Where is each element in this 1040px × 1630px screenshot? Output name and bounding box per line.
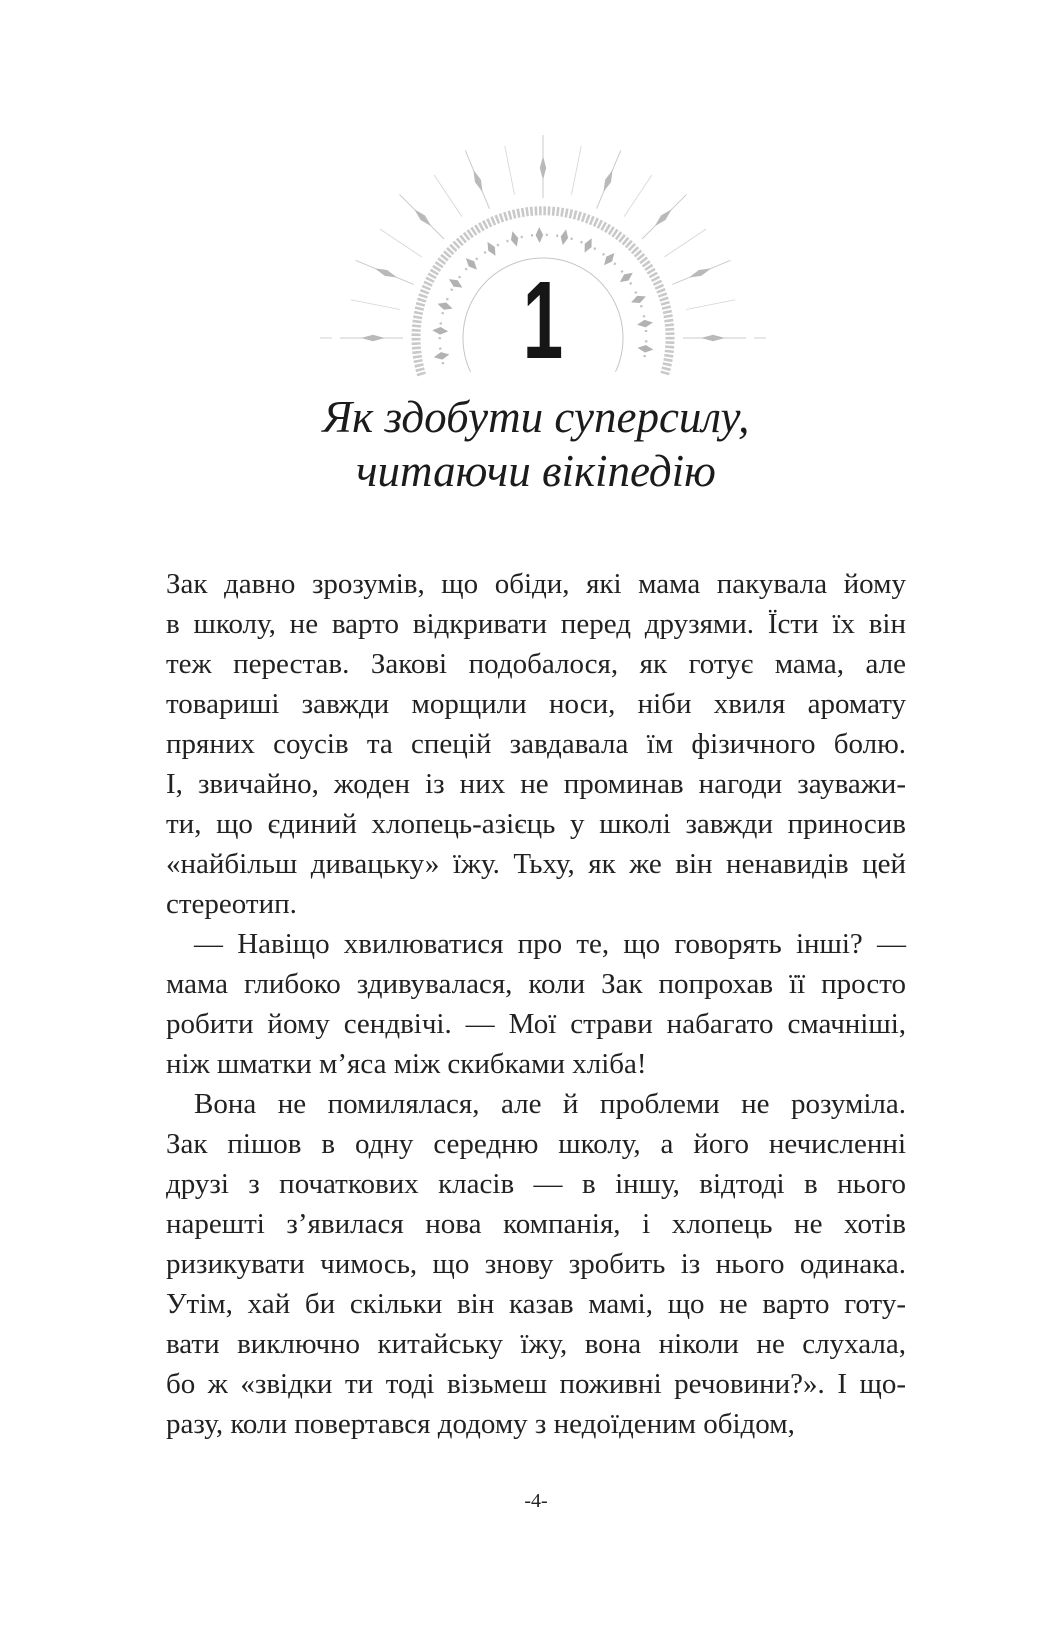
chapter-title-line-2: читаючи вікіпедію [356, 446, 716, 496]
text-line: теж перестав. Закові подобалося, як готує мама, але [166, 648, 906, 680]
text-line: Вона не помилялася, але й проблеми не розуміла. [194, 1088, 906, 1120]
text-line: «найбільш дивацьку» їжу. Тьху, як же він ненавидів цей [166, 848, 906, 880]
text-line: стереотип. [166, 888, 297, 920]
text-line: Зак давно зрозумів, що обіди, які мама пакувала йому [166, 568, 906, 600]
paragraph [166, 564, 906, 924]
chapter-title [166, 390, 906, 498]
text-line: товариші завжди морщили носи, ніби хвиля аромату [166, 688, 906, 720]
chapter-title-line-1: Як здобути суперсилу, [322, 392, 750, 442]
text-line: — Навіщо хвилюватися про те, що говорять інші? — [194, 928, 906, 960]
text-line: ніж шматки м’яса між скибками хліба! [166, 1048, 647, 1080]
text-line: мама глибоко здивувалася, коли Зак попрохав її просто [166, 968, 906, 1000]
paragraph [166, 1084, 906, 1444]
text-line: разу, коли повертався додому з недоїденим обідом, [166, 1408, 795, 1440]
text-line: нарешті з’явилася нова компанія, і хлопець не хотів [166, 1208, 906, 1240]
body-text [166, 564, 906, 1444]
text-line: робити йому сендвічі. — Мої страви набагато смачніші, [166, 1008, 906, 1040]
paragraph [166, 924, 906, 1084]
text-line: вати виключно китайську їжу, вона ніколи не слухала, [166, 1328, 906, 1360]
text-line: в школу, не варто відкривати перед друзями. Їсти їх він [166, 608, 906, 640]
text-line: бо ж «звідки ти тоді візьмеш поживні речовини?». І що- [166, 1368, 906, 1400]
text-line: ризикувати чимось, що знову зробить із нього одинака. [166, 1248, 906, 1280]
page-number: -4- [524, 1490, 548, 1512]
chapter-number: 1 [522, 259, 564, 382]
text-line: ти, що єдиний хлопець-азієць у школі завжди приносив [166, 808, 906, 840]
text-line: Утім, хай би скільки він казав мамі, що не варто готу- [166, 1288, 906, 1320]
text-line: Зак пішов в одну середню школу, а його нечисленні [166, 1128, 906, 1160]
text-line: пряних соусів та спецій завдавала їм фізичного болю. [166, 728, 906, 760]
text-line: І, звичайно, жоден із них не проминав нагоди зауважи- [166, 768, 906, 800]
text-line: друзі з початкових класів — в іншу, відтоді в нього [166, 1168, 906, 1200]
